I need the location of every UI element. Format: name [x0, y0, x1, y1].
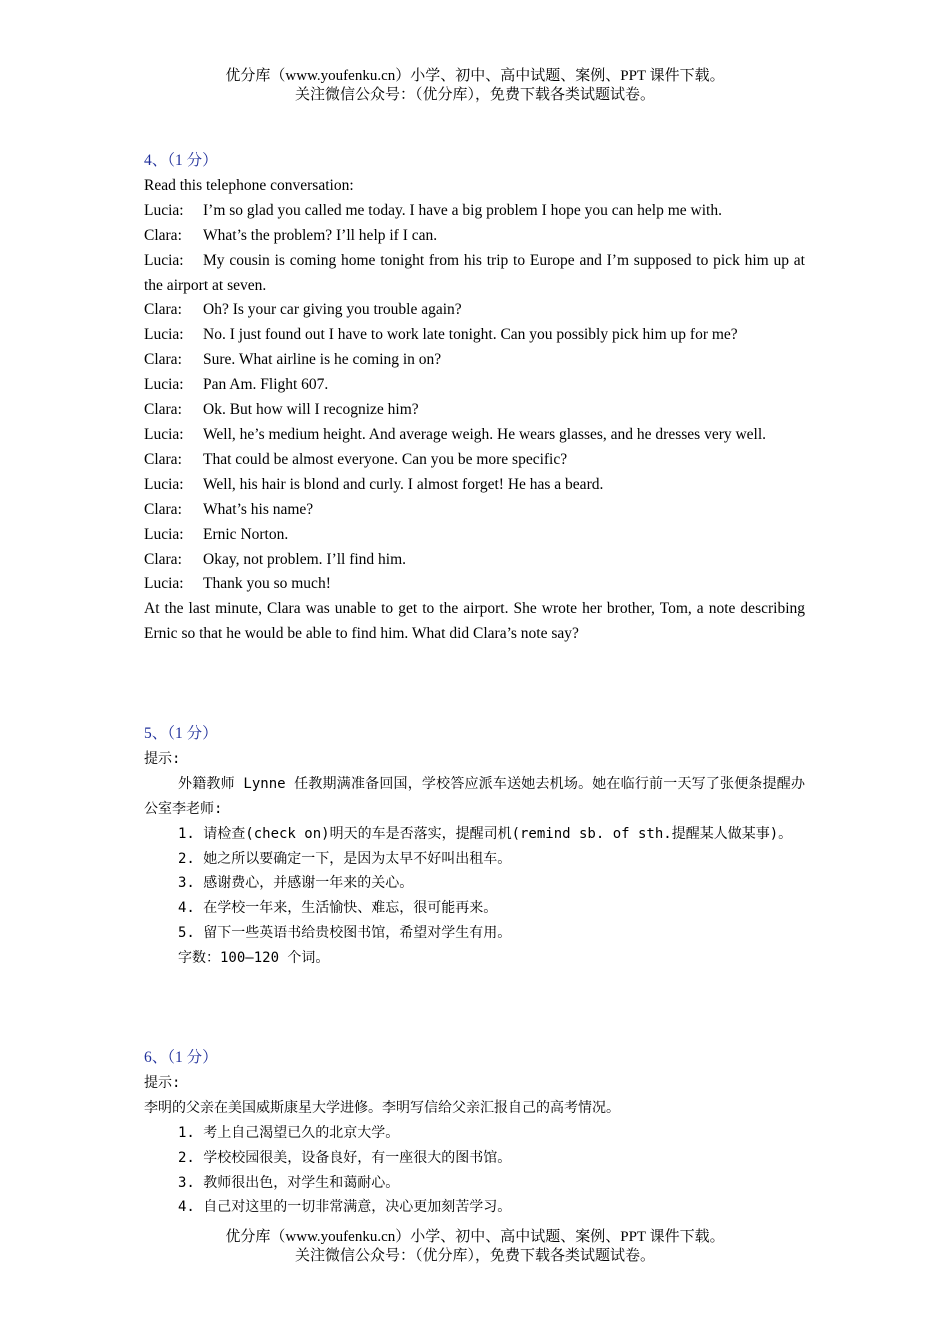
dialogue-speaker: Clara: — [144, 401, 182, 419]
dialogue-line — [144, 224, 805, 249]
dialogue-line — [144, 199, 805, 224]
dialogue-text: What’s the problem? I’ll help if I can. — [203, 226, 438, 244]
dialogue-line — [144, 572, 805, 597]
dialogue-line — [144, 523, 805, 548]
header-line-1: 优分库（www.youfenku.cn）小学、初中、高中试题、案例、PPT 课件下载。 — [225, 68, 725, 84]
question-6-item: 3. 教师很出色，对学生和蔼耐心。 — [178, 1174, 400, 1191]
dialogue-text: Well, he’s medium height. And average weigh. He wears glasses, and he dresses very well. — [203, 425, 767, 443]
dialogue-line — [144, 348, 805, 373]
dialogue-speaker: Clara: — [144, 226, 182, 244]
question-4 — [144, 149, 805, 647]
dialogue-speaker: Lucia: — [144, 525, 184, 543]
dialogue-text: Sure. What airline is he coming in on? — [203, 351, 442, 369]
dialogue-text: Ernic Norton. — [203, 525, 289, 543]
footer-line-2: 关注微信公众号：（优分库），免费下载各类试题试卷。 — [294, 1248, 655, 1264]
dialogue-text: Ok. But how will I recognize him? — [203, 401, 419, 419]
question-6-item: 2. 学校校园很美，设备良好，有一座很大的图书馆。 — [178, 1149, 512, 1166]
dialogue-line — [144, 249, 805, 299]
question-5-item: 5. 留下一些英语书给贵校图书馆，希望对学生有用。 — [178, 925, 512, 942]
dialogue-speaker: Clara: — [144, 550, 182, 568]
dialogue-speaker: Clara: — [144, 301, 182, 319]
dialogue-text: Oh? Is your car giving you trouble again? — [203, 301, 462, 319]
dialogue-text: What’s his name? — [203, 500, 314, 518]
question-4-closing: At the last minute, Clara was unable to get to the airport. She wrote her brother, Tom, a note describing Ernic so that he would be able to find him. What did Clara’s note say? — [144, 600, 805, 643]
page-footer — [0, 1228, 950, 1266]
dialogue-speaker: Clara: — [144, 450, 182, 468]
question-5-title: 5、（1 分） — [144, 725, 218, 742]
dialogue-speaker: Lucia: — [144, 575, 184, 593]
question-6-title: 6、（1 分） — [144, 1049, 218, 1066]
header-line-2: 关注微信公众号：（优分库），免费下载各类试题试卷。 — [294, 87, 655, 103]
dialogue-speaker: Lucia: — [144, 326, 184, 344]
dialogue-line — [144, 498, 805, 523]
question-5-item: 3. 感谢费心，并感谢一年来的关心。 — [178, 875, 414, 892]
dialogue-line — [144, 423, 805, 448]
dialogue-text: Okay, not problem. I’ll find him. — [203, 550, 407, 568]
dialogue-text: Pan Am. Flight 607. — [203, 376, 329, 394]
question-4-intro: Read this telephone conversation: — [144, 176, 354, 194]
dialogue-text: Thank you so much! — [203, 575, 331, 593]
dialogue-text: No. I just found out I have to work late tonight. Can you possibly pick him up for me? — [203, 326, 738, 344]
dialogue-speaker: Lucia: — [144, 201, 184, 219]
dialogue-text: Well, his hair is blond and curly. I almost forget! He has a beard. — [203, 475, 604, 493]
question-6-item: 1. 考上自己渴望已久的北京大学。 — [178, 1124, 400, 1141]
question-5 — [144, 722, 805, 971]
dialogue-text: That could be almost everyone. Can you be more specific? — [203, 450, 568, 468]
question-5-item: 4. 在学校一年来，生活愉快、难忘，很可能再来。 — [178, 900, 498, 917]
question-5-item: 1. 请检查(check on)明天的车是否落实，提醒司机(remind sb. of sth.提醒某人做某事)。 — [178, 825, 793, 842]
question-4-title: 4、（1 分） — [144, 152, 218, 169]
dialogue-speaker: Lucia: — [144, 251, 184, 269]
question-6-item: 4. 自己对这里的一切非常满意，决心更加刻苦学习。 — [178, 1199, 512, 1216]
dialogue-line — [144, 448, 805, 473]
question-5-item: 2. 她之所以要确定一下，是因为太早不好叫出租车。 — [178, 850, 512, 867]
page-header — [0, 67, 950, 105]
question-5-hint: 提示: — [144, 750, 181, 767]
dialogue-speaker: Lucia: — [144, 475, 184, 493]
dialogue-line — [144, 298, 805, 323]
question-6 — [144, 1046, 805, 1220]
dialogue-text: My cousin is coming home tonight from his trip to Europe and I’m supposed to pick him up at the airport at seven. — [144, 251, 805, 294]
dialogue-line — [144, 323, 805, 348]
dialogue-line — [144, 373, 805, 398]
dialogue-line — [144, 473, 805, 498]
dialogue-text: I’m so glad you called me today. I have a big problem I hope you can help me with. — [203, 201, 722, 219]
question-5-wordcount: 字数：100—120 个词。 — [178, 950, 330, 967]
dialogue — [144, 199, 805, 598]
dialogue-speaker: Lucia: — [144, 425, 184, 443]
question-5-intro: 外籍教师 Lynne 任教期满准备回国，学校答应派车送她去机场。她在临行前一天写了张便条提醒办公室李老师: — [144, 775, 805, 817]
question-6-hint: 提示: — [144, 1074, 181, 1091]
dialogue-line — [144, 398, 805, 423]
dialogue-line — [144, 548, 805, 573]
dialogue-speaker: Clara: — [144, 500, 182, 518]
dialogue-speaker: Clara: — [144, 351, 182, 369]
question-6-intro: 李明的父亲在美国威斯康星大学进修。李明写信给父亲汇报自己的高考情况。 — [144, 1099, 620, 1116]
dialogue-speaker: Lucia: — [144, 376, 184, 394]
footer-line-1: 优分库（www.youfenku.cn）小学、初中、高中试题、案例、PPT 课件下载。 — [225, 1229, 725, 1245]
